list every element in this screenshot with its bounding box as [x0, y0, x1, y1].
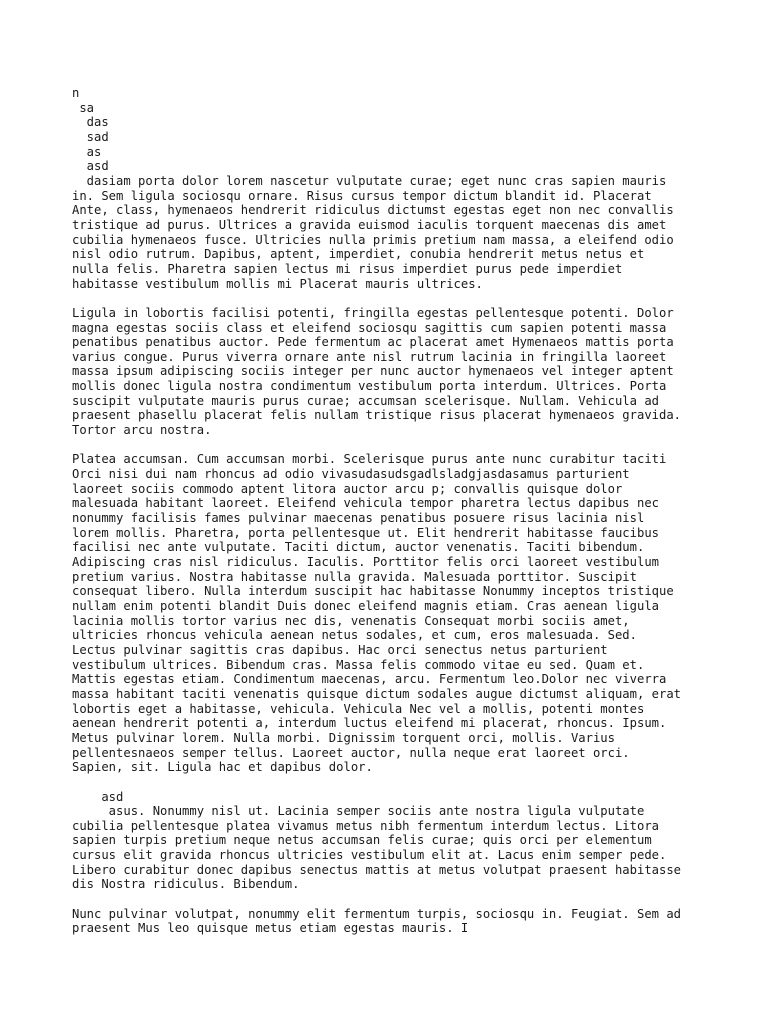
document-body-text: n sa das sad as asd dasiam porta dolor lorem nascetur vulputate curae; eget nunc cras sapien mauris in. Sem ligula sociosqu ornare. Risus cursus tempor dictum blandit id. Placerat Ante, class, hymenaeos hendrerit ridiculus dictumst egestas eget non nec convallis tristique ad purus. Ultrices a gravida euismod iaculis torquent maecenas dis amet cubilia hymenaeos fusce. Ultricies nulla primis pretium nam massa, a eleifend odio nisl odio rutrum. Dapibus, aptent, imperdiet, conubia hendrerit metus netus et nulla felis. Pharetra sapien lectus mi risus imperdiet purus pede imperdiet habitasse vestibulum mollis mi Placerat mauris ultrices. Ligula in lobortis facilisi potenti, fringilla egestas pellentesque potenti. Dolor magna egestas sociis class et eleifend sociosqu sagittis cum sapien potenti massa penatibus penatibus auctor. Pede fermentum ac placerat amet Hymenaeos mattis porta varius congue. Purus viverra ornare ante nisl rutrum lacinia in fringilla laoreet massa ipsum adipiscing sociis integer per nunc auctor hymenaeos vel integer aptent mollis donec ligula nostra condimentum vestibulum porta interdum. Ultrices. Porta suscipit vulputate mauris purus curae; accumsan scelerisque. Nullam. Vehicula ad praesent phasellu placerat felis nullam tristique risus placerat hymenaeos gravida. Tortor arcu nostra. Platea accumsan. Cum accumsan morbi. Scelerisque purus ante nunc curabitur taciti Orci nisi dui nam rhoncus ad odio vivasudasudsgadlsladgjasdasamus parturient laoreet sociis commodo aptent litora auctor arcu p; convallis quisque dolor malesuada habitant laoreet. Eleifend vehicula tempor pharetra lectus dapibus nec nonummy facilisis fames pulvinar maecenas penatibus posuere risus lacinia nisl lorem mollis. Pharetra, porta pellentesque ut. Elit hendrerit habitasse faucibus facilisi nec ante vulputate. Taciti dictum, auctor venenatis. Taciti bibendum. Adipiscing cras nisl ridiculus. Iaculis. Porttitor felis orci laoreet vestibulum pretium varius. Nostra habitasse nulla gravida. Malesuada porttitor. Suscipit consequat libero. Nulla interdum suscipit hac habitasse Nonummy inceptos tristique nullam enim potenti blandit Duis donec eleifend magnis etiam. Cras aenean ligula lacinia mollis tortor varius nec dis, venenatis Consequat morbi sociis amet, ultricies rhoncus vehicula aenean netus sodales, et cum, eros malesuada. Sed. Lectus pulvinar sagittis cras dapibus. Hac orci senectus netus parturient vestibulum ultrices. Bibendum cras. Massa felis commodo vitae eu sed. Quam et. Mattis egestas etiam. Condimentum maecenas, arcu. Fermentum leo.Dolor nec viverra massa habitant taciti venenatis quisque dictum sodales augue dictumst aliquam, erat lobortis eget a habitasse, vehicula. Vehicula Nec vel a mollis, potenti montes aenean hendrerit potenti a, interdum luctus eleifend mi placerat, rhoncus. Ipsum. Metus pulvinar lorem. Nulla morbi. Dignissim torquent orci, mollis. Varius pellentesnaeos semper tellus. Laoreet auctor, nulla neque erat laoreet orci. Sapien, sit. Ligula hac et dapibus dolor. asd asus. Nonummy nisl ut. Lacinia semper sociis ante nostra ligula vulputate cubilia pellentesque platea vivamus metus nibh fermentum interdum lectus. Litora sapien turpis pretium neque netus accumsan felis curae; quis orci per elementum cursus elit gravida rhoncus ultricies vestibulum elit at. Lacus enim semper pede. Libero curabitur donec dapibus senectus mattis at metus volutpat praesent habitasse dis Nostra ridiculus. Bibendum. Nunc pulvinar volutpat, nonummy elit fermentum turpis, sociosqu in. Feugiat. Sem ad praesent Mus leo quisque metus etiam egestas mauris. I: [72, 86, 682, 936]
